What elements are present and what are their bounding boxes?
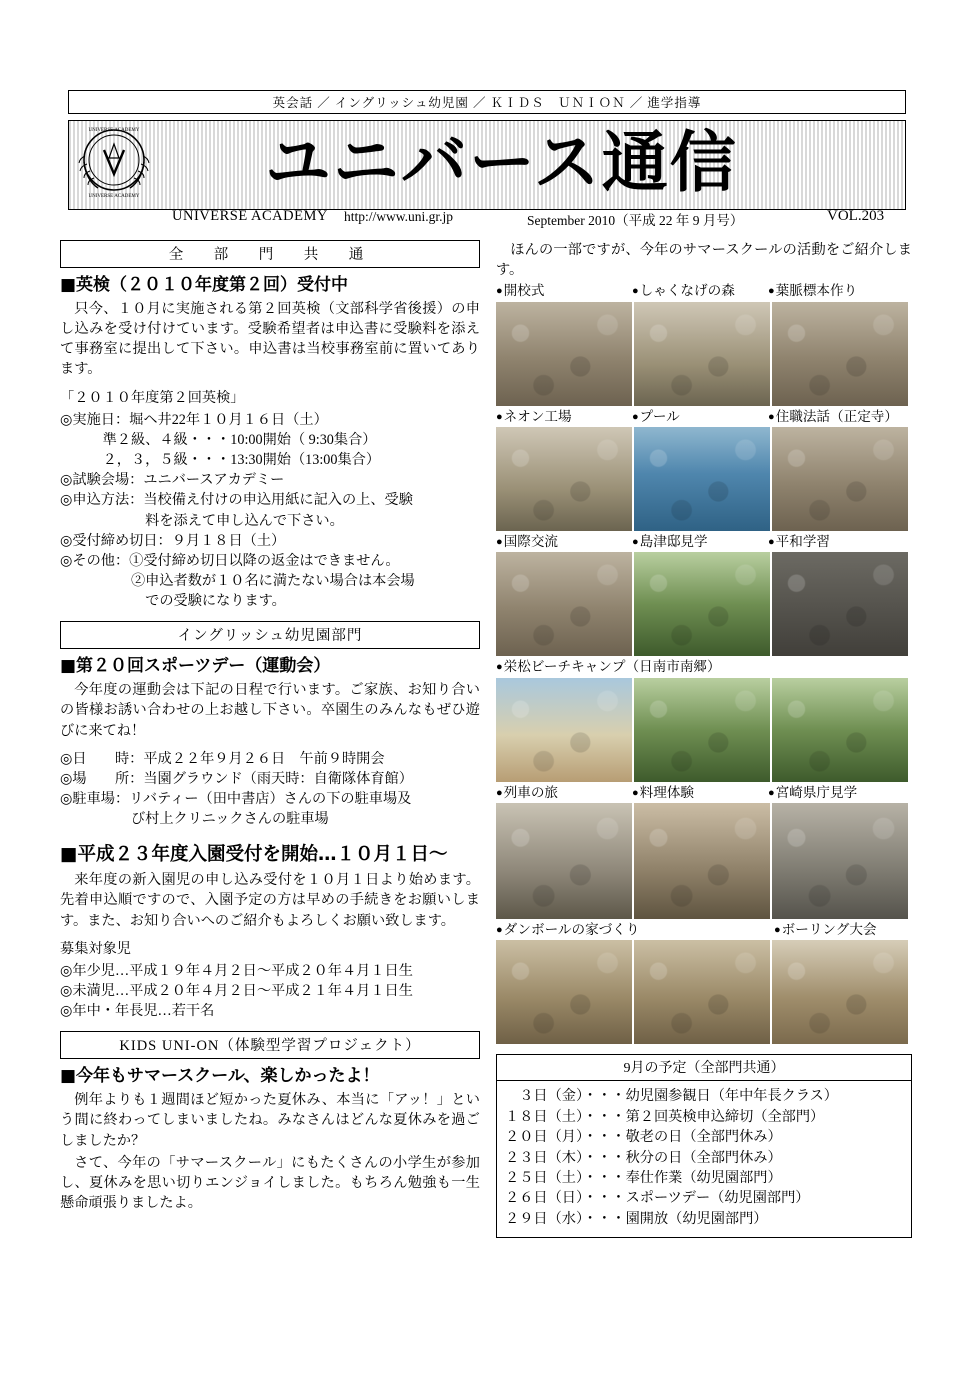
photo-caption: ● 国際交流 <box>496 534 632 550</box>
photo-peace-study <box>772 552 908 656</box>
list-item: ◎受付締め切日：９月１８日（土） <box>60 532 286 549</box>
list-item: ◎試験会場：ユニバースアカデミー <box>60 472 285 489</box>
list-item: ２，３，５級・・・13:30開始（13:00集合） <box>60 452 381 469</box>
schedule-item: １８日（土）・・・第２回英検申込締切（全部門） <box>505 1108 825 1125</box>
photo-prefectural-office-tour <box>772 803 908 919</box>
photo-neon-factory <box>496 427 632 531</box>
schedule-item: ２３日（木）・・・秋分の日（全部門休み） <box>505 1149 782 1166</box>
universe-academy-logo-icon <box>68 118 160 202</box>
schedule-item: ２０日（月）・・・敬老の日（全部門休み） <box>505 1129 782 1146</box>
photo-temple-sermon <box>772 427 908 531</box>
masthead-strip: 英会話 ／ イングリッシュ幼児園 ／ ＫＩＤＳ ＵＮＩＯＮ ／ 進学指導 <box>68 90 906 114</box>
academy-name: UNIVERSE ACADEMY <box>172 208 328 224</box>
list-item: ◎未満児…平成２０年４月２日〜平成２１年４月１日生 <box>60 983 413 1000</box>
list-item: 準２級、４級・・・10:00開始（ 9:30集合） <box>60 431 377 448</box>
photo-caption: ● ボーリング大会 <box>774 922 877 938</box>
masthead-title-box <box>68 120 906 210</box>
photo-caption: ● 島津邸見学 <box>632 534 768 550</box>
sports-day-details <box>60 749 480 830</box>
photo-row-6 <box>496 940 912 1044</box>
paragraph-eiken: 只今、１０月に実施される第２回英検（文部科学省後援）の申し込みを受け付けています。受験希望者は申込書に受験料を添えて事務室に提出して下さい。申込書は当校事務室前に置いてあります。 <box>60 300 480 378</box>
heading-eiken: ■英検（２０１０年度第２回）受付中 <box>60 275 349 295</box>
right-column <box>496 240 912 1238</box>
photo-international-exchange <box>496 552 632 656</box>
photo-row-1 <box>496 302 912 406</box>
photo-caption: ● しゃくなげの森 <box>632 283 768 299</box>
photo-caption: ● 料理体験 <box>632 785 768 801</box>
list-item: ◎年中・年長児…若干名 <box>60 1003 215 1020</box>
paragraph-summer-2: さて、今年の「サマースクール」にもたくさんの小学生が参加し、夏休みを思い切りエンジョイしました。もちろん勉強も一生懸命頑張りましたよ。 <box>60 1154 480 1212</box>
page-title: ユニバース通信 <box>265 124 738 201</box>
list-item: ◎申込方法：当校備え付けの申込用紙に記入の上、受験 <box>60 492 413 509</box>
photo-row-4 <box>496 678 912 782</box>
masthead-subline <box>172 208 906 228</box>
schedule-item: ３日（金）・・・幼児園参観日（年中年長クラス） <box>505 1088 838 1105</box>
list-item: ◎駐車場：リバティー（田中書店）さんの下の駐車場及 <box>60 791 412 807</box>
photo-caption: ● 平和学習 <box>768 534 904 550</box>
left-column <box>60 240 480 1215</box>
photo-cardboard-house-1 <box>496 940 632 1044</box>
recruitment-subtitle: 募集対象児 <box>60 940 131 957</box>
list-item: ◎場 所：当園グラウンド（雨天時：自衛隊体育館） <box>60 770 413 787</box>
list-item: ◎実施日：堀ヘ井22年１０月１６日（土） <box>60 411 328 428</box>
section-header-kindergarten: イングリッシュ幼児園部門 <box>60 621 480 649</box>
photo-pool <box>634 427 770 531</box>
list-item: び村上クリニックさんの駐車場 <box>60 811 329 828</box>
photo-shakunage-forest <box>634 302 770 406</box>
list-item: ②申込者数が１０名に満たない場合は本会場 <box>60 572 415 589</box>
photo-captions-row-1 <box>496 283 912 299</box>
section-header-all-divisions: 全 部 門 共 通 <box>60 240 480 268</box>
schedule-item: ２６日（日）・・・スポーツデー（幼児園部門） <box>505 1190 810 1207</box>
schedule-item: ２９日（水）・・・園開放（幼児園部門） <box>505 1210 768 1227</box>
recruitment-details <box>60 961 480 1021</box>
photo-opening-ceremony <box>496 302 632 406</box>
photo-captions-row-6 <box>496 922 912 938</box>
photo-caption: ● ネオン工場 <box>496 409 632 425</box>
list-item: 料を添えて申し込んで下さい。 <box>60 512 344 529</box>
heading-sports-day: ■第２０回スポーツデー（運動会） <box>60 656 331 677</box>
paragraph-sports-day: 今年度の運動会は下記の日程で行います。ご家族、お知り合いの皆様お誘い合わせの上お越し下さい。卒園生のみんなもぜひ遊びに来てね！ <box>60 682 480 739</box>
paragraph-summer-1: 例年よりも１週間ほど短かった夏休み、本当に「アッ！」という間に終わってしまいましたね。みなさんはどんな夏休みを過ごしましたか？ <box>60 1092 480 1149</box>
paragraph-admission: 来年度の新入園児の申し込み受付を１０月１日より始めます。先着申込順ですので、入園予定の方は早めの手続きをお願いします。また、お知り合いへのご紹介もよろしくお願い致します。 <box>60 872 480 929</box>
photo-caption: ● 列車の旅 <box>496 785 632 801</box>
photo-eimatsu-beach-camp-2 <box>634 678 770 782</box>
schedule-item: ２５日（土）・・・奉仕作業（幼児園部門） <box>505 1169 782 1186</box>
photo-leaf-vein-specimen <box>772 302 908 406</box>
photo-eimatsu-beach-camp-1 <box>496 678 632 782</box>
svg-text:UNIVERSE ACADEMY: UNIVERSE ACADEMY <box>88 128 140 133</box>
photo-eimatsu-beach-camp-3 <box>772 678 908 782</box>
photo-caption: ● ダンボールの家づくり <box>496 922 774 938</box>
list-item: ◎日 時：平成２２年９月２６日 午前９時開会 <box>60 750 385 767</box>
photo-caption: ● プール <box>632 409 768 425</box>
photo-captions-row-4 <box>496 659 912 675</box>
schedule-header: 9月の予定（全部門共通） <box>496 1054 912 1081</box>
paragraph-intro: ほんの一部ですが、今年のサマースクールの活動をご紹介します。 <box>496 242 912 279</box>
photo-caption: ● 住職法話（正定寺） <box>768 409 904 425</box>
photo-cooking-experience <box>634 803 770 919</box>
website-url[interactable]: http://www.uni.gr.jp <box>344 209 454 224</box>
section-header-kids-union: KIDS UNI-ON（体験型学習プロジェクト） <box>60 1031 480 1059</box>
eiken-details <box>60 410 480 612</box>
photo-shimazu-residence <box>634 552 770 656</box>
photo-bowling-tournament <box>772 940 908 1044</box>
photo-caption: ● 栄松ビーチキャンプ（日南市南郷） <box>496 659 721 675</box>
schedule-body <box>496 1081 912 1238</box>
photo-row-2 <box>496 427 912 531</box>
photo-row-5 <box>496 803 912 919</box>
photo-caption: ● 宮崎県庁見学 <box>768 785 904 801</box>
photo-train-trip <box>496 803 632 919</box>
photo-captions-row-5 <box>496 785 912 801</box>
photo-captions-row-3 <box>496 534 912 550</box>
photo-caption: ● 開校式 <box>496 283 632 299</box>
heading-summer-school: ■今年もサマースクール、楽しかったよ！ <box>60 1066 380 1087</box>
svg-text:UNIVERSE ACADEMY: UNIVERSE ACADEMY <box>88 194 140 199</box>
photo-captions-row-2 <box>496 409 912 425</box>
photo-row-3 <box>496 552 912 656</box>
volume-number: VOL.203 <box>827 208 885 224</box>
list-item: での受験になります。 <box>60 593 286 610</box>
list-item: ◎年少児…平成１９年４月２日〜平成２０年４月１日生 <box>60 962 413 979</box>
photo-caption: ● 葉脈標本作り <box>768 283 904 299</box>
list-item: ◎その他：①受付締め切日以降の返金はできません。 <box>60 552 400 569</box>
eiken-subtitle: 「２０１０年度第２回英検」 <box>60 389 245 406</box>
issue-date: September 2010（平成 22 年 9 月号） <box>527 213 744 228</box>
heading-admission: ■平成２３年度入園受付を開始…１０月１日〜 <box>60 844 448 866</box>
masthead <box>68 90 906 210</box>
photo-cardboard-house-2 <box>634 940 770 1044</box>
